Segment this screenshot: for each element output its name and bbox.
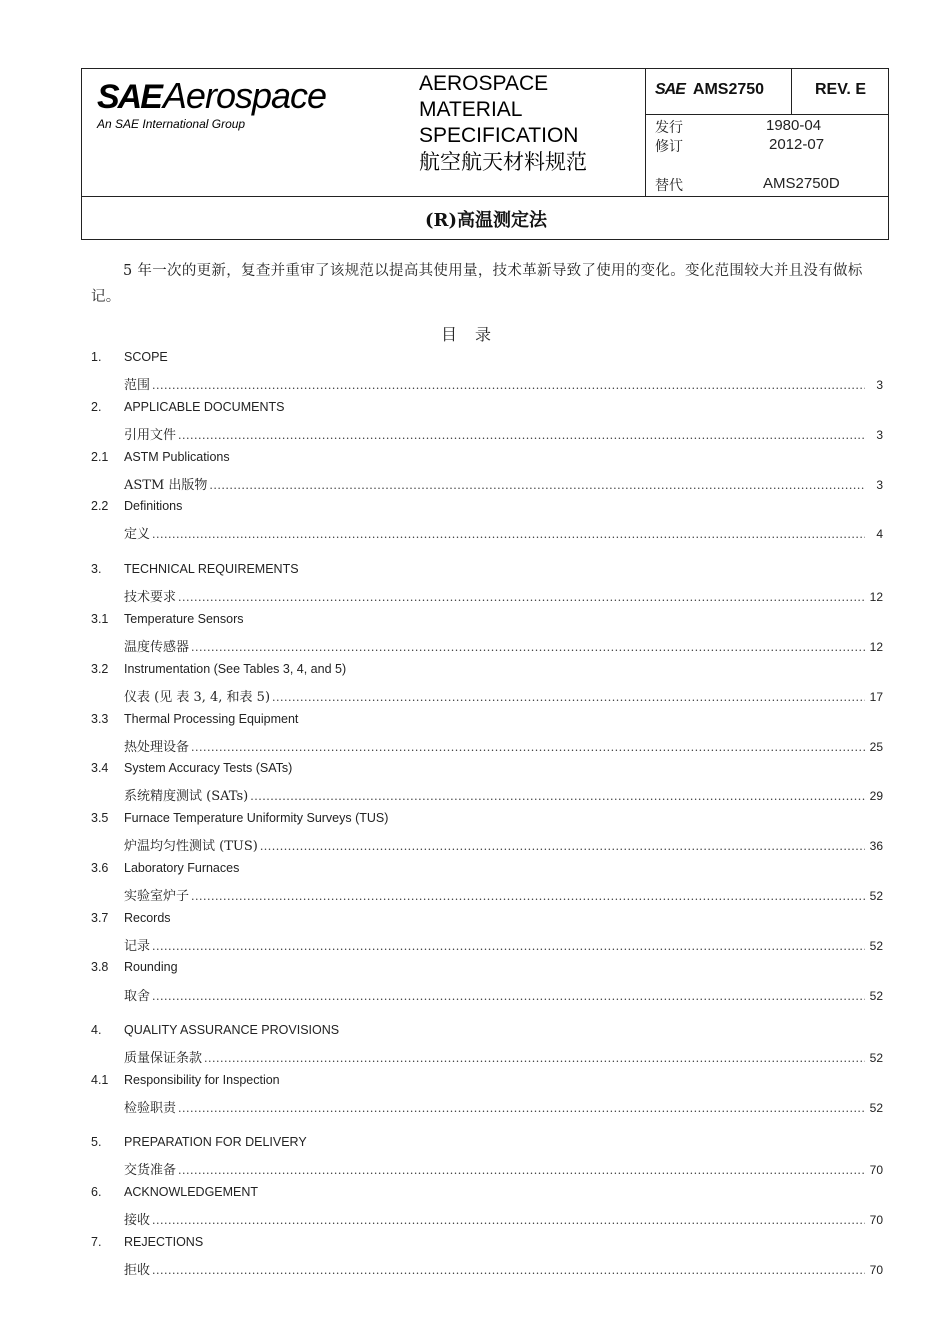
superseding-label: 替代 [655,178,683,194]
spec-line-2: MATERIAL [419,98,523,121]
toc-number: 4.1 [91,1073,109,1087]
toc-title-cn: 炉温均匀性测试 (TUS) [124,839,258,854]
toc-page-number: 17 [869,690,883,704]
toc-page-number: 29 [869,789,883,803]
superseding-value: AMS2750D [763,175,840,192]
toc-page-number: 12 [869,640,883,654]
document-title: (R)高温测定法 [425,210,547,231]
toc-title-en: REJECTIONS [124,1235,204,1249]
toc-entry-cn[interactable] [124,586,883,605]
toc-leader-dots [178,429,865,442]
toc-title-cn: 交货准备 [124,1163,177,1178]
spec-line-3: SPECIFICATION [419,124,579,147]
toc-title-en: Thermal Processing Equipment [124,712,299,726]
revision-label: REV. E [815,81,866,98]
toc-leader-dots [260,840,865,853]
toc-leader-dots [152,528,865,541]
toc-page-number: 3 [876,478,883,492]
toc-entry-cn[interactable] [124,686,883,705]
toc-number: 3.2 [91,662,109,676]
toc-title-en: Laboratory Furnaces [124,861,240,875]
doc-brand-mark: SAE [655,81,685,98]
toc-page-number: 12 [869,590,883,604]
toc-leader-dots [204,1052,865,1065]
document-number [655,81,764,99]
toc-title-en: Instrumentation (See Tables 3, 4, and 5) [124,662,347,676]
toc-leader-dots [152,990,865,1003]
toc-title-en: ASTM Publications [124,450,230,464]
toc-entry-cn[interactable] [124,736,883,755]
logo-word: Aerospace [162,75,327,116]
revised-label: 修订 [655,139,683,155]
spec-type-title [419,71,587,175]
toc-entry-cn[interactable] [124,1159,883,1178]
sae-aerospace-logo [97,75,327,131]
toc-title-cn: 实验室炉子 [124,889,190,904]
spec-line-4: 航空航天材料规范 [419,150,587,174]
toc-number: 2. [91,400,102,414]
doc-number-text: AMS2750 [692,81,765,98]
toc-leader-dots [191,641,865,654]
toc-title-cn: 热处理设备 [124,740,190,755]
toc-title-cn: 定义 [124,527,151,542]
toc-page-number: 4 [876,527,883,541]
toc-entry-cn[interactable] [124,935,883,954]
toc-page-number: 52 [869,1051,883,1065]
toc-number: 4. [91,1023,102,1037]
issued-label: 发行 [655,120,683,136]
toc-title-en: SCOPE [124,350,168,364]
toc-leader-dots [191,890,865,903]
toc-entry-cn[interactable] [124,1047,883,1066]
toc-title-en: Records [124,911,171,925]
toc-number: 3.6 [91,861,109,875]
toc-title-cn: 取舍 [124,989,151,1004]
toc-page-number: 52 [869,1101,883,1115]
toc-title-cn: 检验职责 [124,1101,177,1116]
intro-paragraph: 5 年一次的更新，复查并重审了该规范以提高其使用量，技术革新导致了使用的变化。变化范围较大并且没有做标记。 [91,263,863,305]
toc-page-number: 36 [869,839,883,853]
toc-number: 1. [91,350,102,364]
toc-title-cn: 系统精度测试 (SATs) [124,789,249,804]
toc-leader-dots [250,790,865,803]
toc-title-cn: 接收 [124,1213,151,1228]
toc-entry-cn[interactable] [124,424,883,443]
toc-leader-dots [152,1264,865,1277]
toc-page-number: 3 [876,378,883,392]
toc-heading: 目录 [440,325,509,344]
spec-header-table [81,68,889,240]
header-divider [82,196,888,197]
toc-title-en: Responsibility for Inspection [124,1073,280,1087]
toc-entry-cn[interactable] [124,985,883,1004]
toc-page-number: 52 [869,989,883,1003]
toc-number: 2.2 [91,499,109,513]
toc-page-number: 25 [869,740,883,754]
toc-title-en: Furnace Temperature Uniformity Surveys (TUS) [124,811,389,825]
toc-leader-dots [152,1214,865,1227]
toc-title-cn: 温度传感器 [124,640,190,655]
toc-page-number: 70 [869,1163,883,1177]
toc-title-en: PREPARATION FOR DELIVERY [124,1135,307,1149]
toc-title-en: Definitions [124,499,183,513]
issued-value: 1980-04 [766,117,822,134]
toc-leader-dots [178,1102,865,1115]
toc-entry-cn[interactable] [124,1097,883,1116]
toc-page-number: 70 [869,1213,883,1227]
toc-page-number: 52 [869,939,883,953]
toc-number: 2.1 [91,450,109,464]
toc-number: 3.1 [91,612,109,626]
toc-title-cn: 拒收 [124,1263,151,1278]
toc-number: 3.5 [91,811,109,825]
header-divider [645,69,646,196]
revised-value: 2012-07 [769,136,825,153]
toc-title-en: Temperature Sensors [124,612,244,626]
toc-leader-dots [152,379,865,392]
toc-entry-cn[interactable] [124,474,883,493]
toc-page-number: 52 [869,889,883,903]
toc-title-cn: 质量保证条款 [124,1051,203,1066]
toc-number: 3. [91,562,102,576]
toc-title-cn: 记录 [124,939,151,954]
toc-title-en: System Accuracy Tests (SATs) [124,761,293,775]
toc-leader-dots [209,479,865,492]
toc-page-number: 70 [869,1263,883,1277]
spec-line-1: AEROSPACE [419,72,549,95]
toc-entry-cn[interactable] [124,523,883,542]
toc-entry-cn[interactable] [124,1259,883,1278]
toc-title-cn: 引用文件 [124,428,177,443]
logo-subtitle: An SAE International Group [97,117,246,131]
toc-number: 7. [91,1235,102,1249]
toc-entry-cn[interactable] [124,835,883,854]
logo-brand: SAE [97,78,161,116]
toc-leader-dots [178,591,865,604]
toc-leader-dots [191,741,865,754]
toc-title-en: TECHNICAL REQUIREMENTS [124,562,299,576]
toc-entry-cn[interactable] [124,374,883,393]
toc-title-cn: 技术要求 [124,590,177,605]
toc-title-en: APPLICABLE DOCUMENTS [124,400,285,414]
toc-leader-dots [152,940,865,953]
toc-title-cn: 仪表 (见 表 3, 4, 和表 5) [124,690,271,705]
toc-title-en: ACKNOWLEDGEMENT [124,1185,259,1199]
toc-number: 3.3 [91,712,109,726]
toc-title-cn: ASTM 出版物 [124,478,208,493]
toc-leader-dots [178,1164,865,1177]
toc-leader-dots [272,691,865,704]
toc-number: 5. [91,1135,102,1149]
toc-title-en: Rounding [124,960,178,974]
toc-entry-cn[interactable] [124,1209,883,1228]
toc-entry-cn[interactable] [124,636,883,655]
toc-entry-cn[interactable] [124,785,883,804]
toc-number: 3.8 [91,960,109,974]
toc-title-cn: 范围 [124,378,151,393]
toc-number: 3.7 [91,911,109,925]
toc-title-en: QUALITY ASSURANCE PROVISIONS [124,1023,340,1037]
toc-number: 3.4 [91,761,109,775]
toc-number: 6. [91,1185,102,1199]
toc-entry-cn[interactable] [124,885,883,904]
header-divider [645,114,888,115]
toc-page-number: 3 [876,428,883,442]
